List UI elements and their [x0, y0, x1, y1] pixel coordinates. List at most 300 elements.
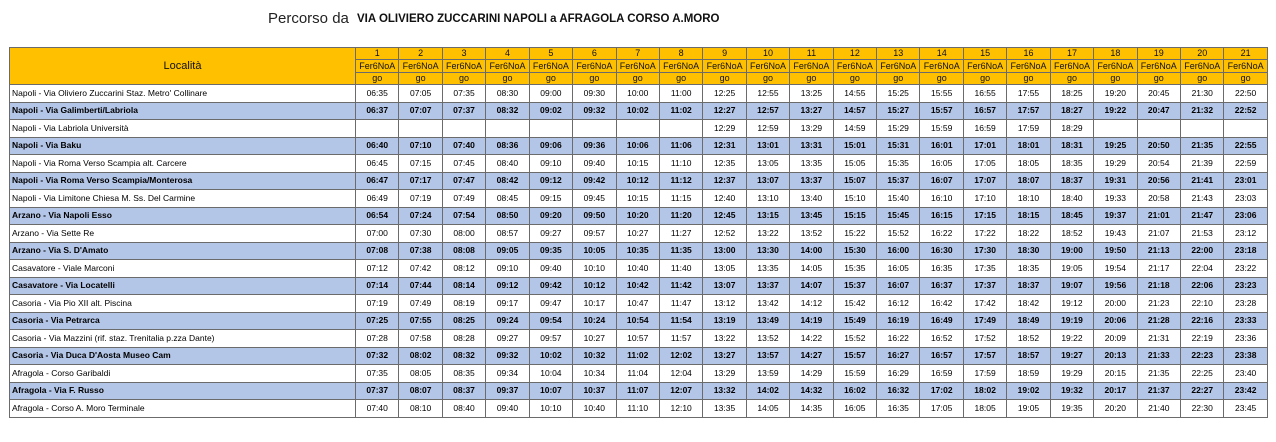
departure-time-cell: 22:25	[1181, 365, 1224, 383]
departure-time-cell: 08:42	[486, 172, 529, 190]
departure-time-cell: 18:52	[1050, 225, 1093, 243]
departure-time-cell: 13:05	[746, 155, 789, 173]
departure-time-cell: 21:41	[1181, 172, 1224, 190]
departure-time-cell: 09:50	[573, 207, 616, 225]
departure-time-cell: 09:10	[486, 260, 529, 278]
departure-time-cell: 15:55	[920, 85, 963, 103]
departure-time-cell: 18:01	[1007, 137, 1050, 155]
departure-time-cell: 10:12	[573, 277, 616, 295]
departure-time-cell: 13:35	[746, 260, 789, 278]
departure-time-cell: 18:05	[1007, 155, 1050, 173]
trip-code-suffix-header: go	[529, 73, 572, 85]
departure-time-cell: 20:00	[1094, 295, 1137, 313]
departure-time-cell: 08:40	[486, 155, 529, 173]
stop-name-cell: Casoria - Via Duca D'Aosta Museo Cam	[10, 347, 356, 365]
trip-code-header: Fer6NoA	[356, 60, 399, 73]
departure-time-cell: 10:24	[573, 312, 616, 330]
departure-time-cell: 11:47	[659, 295, 702, 313]
departure-time-cell: 15:07	[833, 172, 876, 190]
departure-time-cell: 08:37	[442, 382, 485, 400]
departure-time-cell: 21:53	[1181, 225, 1224, 243]
stop-row	[10, 382, 1268, 400]
departure-time-cell: 13:22	[746, 225, 789, 243]
departure-time-cell: 15:57	[920, 102, 963, 120]
trip-code-suffix-header: go	[1224, 73, 1267, 85]
departure-time-cell	[399, 120, 442, 138]
departure-time-cell: 07:30	[399, 225, 442, 243]
stop-name-cell: Arzano - Via S. D'Amato	[10, 242, 356, 260]
route-title-name: VIA OLIVIERO ZUCCARINI NAPOLI a AFRAGOLA CORSO A.MORO	[357, 13, 720, 25]
stop-name-cell: Casoria - Via Pio XII alt. Piscina	[10, 295, 356, 313]
departure-time-cell: 15:10	[833, 190, 876, 208]
departure-time-cell: 22:16	[1181, 312, 1224, 330]
departure-time-cell: 22:19	[1181, 330, 1224, 348]
departure-time-cell: 18:05	[963, 400, 1006, 418]
departure-time-cell: 20:56	[1137, 172, 1180, 190]
departure-time-cell: 16:27	[877, 347, 920, 365]
departure-time-cell: 16:01	[920, 137, 963, 155]
departure-time-cell: 08:40	[442, 400, 485, 418]
departure-time-cell: 08:36	[486, 137, 529, 155]
departure-time-cell: 13:35	[703, 400, 746, 418]
departure-time-cell: 16:59	[920, 365, 963, 383]
departure-time-cell: 12:55	[746, 85, 789, 103]
departure-time-cell: 10:02	[529, 347, 572, 365]
departure-time-cell: 08:25	[442, 312, 485, 330]
departure-time-cell: 18:59	[1007, 365, 1050, 383]
departure-time-cell: 13:57	[746, 347, 789, 365]
departure-time-cell: 16:05	[877, 260, 920, 278]
departure-time-cell	[616, 120, 659, 138]
departure-time-cell: 10:15	[616, 155, 659, 173]
departure-time-cell: 11:57	[659, 330, 702, 348]
departure-time-cell: 23:01	[1224, 172, 1267, 190]
departure-time-cell: 12:45	[703, 207, 746, 225]
departure-time-cell: 11:27	[659, 225, 702, 243]
departure-time-cell: 08:07	[399, 382, 442, 400]
departure-time-cell: 06:49	[356, 190, 399, 208]
departure-time-cell: 15:57	[833, 347, 876, 365]
departure-time-cell: 18:10	[1007, 190, 1050, 208]
departure-time-cell: 22:55	[1224, 137, 1267, 155]
departure-time-cell	[1094, 120, 1137, 138]
departure-time-cell	[659, 120, 702, 138]
departure-time-cell: 15:05	[833, 155, 876, 173]
departure-time-cell: 09:37	[486, 382, 529, 400]
departure-time-cell: 07:07	[399, 102, 442, 120]
trip-code-suffix-header: go	[1137, 73, 1180, 85]
departure-time-cell: 13:00	[703, 242, 746, 260]
trip-code-suffix-header: go	[659, 73, 702, 85]
departure-time-cell: 20:13	[1094, 347, 1137, 365]
departure-time-cell: 14:19	[790, 312, 833, 330]
departure-time-cell: 09:47	[529, 295, 572, 313]
trip-code-header: Fer6NoA	[703, 60, 746, 73]
timetable	[9, 47, 1268, 418]
trip-number-header: 5	[529, 48, 572, 60]
trip-code-suffix-header: go	[442, 73, 485, 85]
departure-time-cell: 07:19	[399, 190, 442, 208]
stop-name-cell: Afragola - Via F. Russo	[10, 382, 356, 400]
departure-time-cell: 10:02	[616, 102, 659, 120]
departure-time-cell: 16:00	[877, 242, 920, 260]
departure-time-cell: 19:27	[1050, 347, 1093, 365]
departure-time-cell: 13:19	[703, 312, 746, 330]
departure-time-cell: 16:35	[920, 260, 963, 278]
departure-time-cell: 18:29	[1050, 120, 1093, 138]
departure-time-cell: 13:29	[703, 365, 746, 383]
stop-row	[10, 347, 1268, 365]
departure-time-cell: 09:35	[529, 242, 572, 260]
departure-time-cell	[486, 120, 529, 138]
departure-time-cell: 07:40	[356, 400, 399, 418]
departure-time-cell: 14:59	[833, 120, 876, 138]
trip-code-suffix-header: go	[833, 73, 876, 85]
departure-time-cell: 13:49	[746, 312, 789, 330]
departure-time-cell: 18:49	[1007, 312, 1050, 330]
departure-time-cell: 08:02	[399, 347, 442, 365]
trip-number-header: 12	[833, 48, 876, 60]
departure-time-cell: 21:39	[1181, 155, 1224, 173]
departure-time-cell: 07:15	[399, 155, 442, 173]
departure-time-cell: 19:20	[1094, 85, 1137, 103]
departure-time-cell: 19:32	[1050, 382, 1093, 400]
departure-time-cell: 17:01	[963, 137, 1006, 155]
departure-time-cell: 12:04	[659, 365, 702, 383]
departure-time-cell: 19:43	[1094, 225, 1137, 243]
departure-time-cell: 22:00	[1181, 242, 1224, 260]
stop-name-cell: Napoli - Via Baku	[10, 137, 356, 155]
departure-time-cell: 10:06	[616, 137, 659, 155]
departure-time-cell: 16:05	[833, 400, 876, 418]
departure-time-cell: 08:19	[442, 295, 485, 313]
departure-time-cell: 18:25	[1050, 85, 1093, 103]
stop-row	[10, 295, 1268, 313]
departure-time-cell: 19:22	[1094, 102, 1137, 120]
stop-name-cell: Afragola - Corso A. Moro Terminale	[10, 400, 356, 418]
departure-time-cell: 18:31	[1050, 137, 1093, 155]
trip-code-suffix-header: go	[1094, 73, 1137, 85]
departure-time-cell: 10:47	[616, 295, 659, 313]
departure-time-cell: 07:37	[442, 102, 485, 120]
departure-time-cell: 11:42	[659, 277, 702, 295]
departure-time-cell: 09:00	[529, 85, 572, 103]
timetable-header	[10, 48, 1268, 85]
departure-time-cell: 11:15	[659, 190, 702, 208]
departure-time-cell: 22:10	[1181, 295, 1224, 313]
departure-time-cell: 13:22	[703, 330, 746, 348]
departure-time-cell: 12:59	[746, 120, 789, 138]
departure-time-cell: 07:42	[399, 260, 442, 278]
departure-time-cell: 12:10	[659, 400, 702, 418]
departure-time-cell: 13:42	[746, 295, 789, 313]
departure-time-cell: 07:25	[356, 312, 399, 330]
departure-time-cell: 17:07	[963, 172, 1006, 190]
departure-time-cell: 17:02	[920, 382, 963, 400]
departure-time-cell: 19:50	[1094, 242, 1137, 260]
departure-time-cell: 11:40	[659, 260, 702, 278]
departure-time-cell: 10:27	[616, 225, 659, 243]
trip-code-header: Fer6NoA	[442, 60, 485, 73]
departure-time-cell: 16:22	[920, 225, 963, 243]
departure-time-cell: 21:37	[1137, 382, 1180, 400]
trip-code-header: Fer6NoA	[1224, 60, 1267, 73]
departure-time-cell: 19:29	[1094, 155, 1137, 173]
departure-time-cell	[356, 120, 399, 138]
departure-time-cell: 22:59	[1224, 155, 1267, 173]
departure-time-cell: 10:10	[529, 400, 572, 418]
route-title-prefix: Percorso da	[268, 10, 349, 27]
trip-code-header: Fer6NoA	[920, 60, 963, 73]
departure-time-cell: 07:44	[399, 277, 442, 295]
departure-time-cell: 07:49	[399, 295, 442, 313]
departure-time-cell	[1137, 120, 1180, 138]
departure-time-cell: 13:15	[746, 207, 789, 225]
stop-row	[10, 190, 1268, 208]
departure-time-cell: 14:55	[833, 85, 876, 103]
trip-number-header: 3	[442, 48, 485, 60]
departure-time-cell: 09:32	[486, 347, 529, 365]
departure-time-cell: 07:54	[442, 207, 485, 225]
departure-time-cell: 07:05	[399, 85, 442, 103]
departure-time-cell: 08:08	[442, 242, 485, 260]
departure-time-cell: 15:27	[877, 102, 920, 120]
trip-number-header: 17	[1050, 48, 1093, 60]
departure-time-cell: 16:30	[920, 242, 963, 260]
departure-time-cell: 15:49	[833, 312, 876, 330]
trip-code-suffix-header: go	[920, 73, 963, 85]
departure-time-cell: 08:10	[399, 400, 442, 418]
departure-time-cell: 12:29	[703, 120, 746, 138]
departure-time-cell: 15:40	[877, 190, 920, 208]
departure-time-cell: 10:40	[573, 400, 616, 418]
departure-time-cell: 17:42	[963, 295, 1006, 313]
departure-time-cell: 13:27	[703, 347, 746, 365]
departure-time-cell: 09:15	[529, 190, 572, 208]
departure-time-cell: 13:25	[790, 85, 833, 103]
departure-time-cell: 15:45	[877, 207, 920, 225]
departure-time-cell: 09:12	[486, 277, 529, 295]
stop-row	[10, 207, 1268, 225]
departure-time-cell: 23:12	[1224, 225, 1267, 243]
trip-code-header: Fer6NoA	[659, 60, 702, 73]
departure-time-cell: 14:00	[790, 242, 833, 260]
departure-time-cell: 16:42	[920, 295, 963, 313]
trip-code-header: Fer6NoA	[1007, 60, 1050, 73]
departure-time-cell: 19:35	[1050, 400, 1093, 418]
departure-time-cell: 23:45	[1224, 400, 1267, 418]
departure-time-cell: 18:52	[1007, 330, 1050, 348]
departure-time-cell: 19:12	[1050, 295, 1093, 313]
departure-time-cell: 09:57	[529, 330, 572, 348]
departure-time-cell: 17:10	[963, 190, 1006, 208]
trip-code-suffix-header: go	[616, 73, 659, 85]
stop-name-cell: Casoria - Via Mazzini (rif. staz. Trenitalia p.zza Dante)	[10, 330, 356, 348]
departure-time-cell: 23:03	[1224, 190, 1267, 208]
departure-time-cell: 19:00	[1050, 242, 1093, 260]
departure-time-cell: 06:35	[356, 85, 399, 103]
departure-time-cell: 09:24	[486, 312, 529, 330]
stop-row	[10, 330, 1268, 348]
departure-time-cell: 13:32	[703, 382, 746, 400]
timetable-body	[10, 85, 1268, 418]
stop-row	[10, 242, 1268, 260]
stop-name-cell: Napoli - Via Galimberti/Labriola	[10, 102, 356, 120]
departure-time-cell: 07:17	[399, 172, 442, 190]
departure-time-cell: 10:57	[616, 330, 659, 348]
departure-time-cell: 17:55	[1007, 85, 1050, 103]
trip-code-suffix-header: go	[356, 73, 399, 85]
departure-time-cell: 13:45	[790, 207, 833, 225]
departure-time-cell: 18:40	[1050, 190, 1093, 208]
departure-time-cell: 18:42	[1007, 295, 1050, 313]
departure-time-cell: 18:37	[1050, 172, 1093, 190]
departure-time-cell: 18:02	[963, 382, 1006, 400]
departure-time-cell: 06:45	[356, 155, 399, 173]
trip-code-suffix-header: go	[1050, 73, 1093, 85]
departure-time-cell: 20:06	[1094, 312, 1137, 330]
departure-time-cell: 15:29	[877, 120, 920, 138]
departure-time-cell: 22:27	[1181, 382, 1224, 400]
departure-time-cell: 20:15	[1094, 365, 1137, 383]
departure-time-cell	[442, 120, 485, 138]
departure-time-cell: 21:18	[1137, 277, 1180, 295]
departure-time-cell: 16:57	[963, 102, 1006, 120]
departure-time-cell: 16:05	[920, 155, 963, 173]
route-title	[0, 0, 1276, 46]
departure-time-cell: 17:15	[963, 207, 1006, 225]
departure-time-cell: 07:19	[356, 295, 399, 313]
departure-time-cell: 08:30	[486, 85, 529, 103]
departure-time-cell: 12:25	[703, 85, 746, 103]
departure-time-cell: 11:02	[616, 347, 659, 365]
departure-time-cell: 14:57	[833, 102, 876, 120]
departure-time-cell: 22:04	[1181, 260, 1224, 278]
departure-time-cell: 11:10	[616, 400, 659, 418]
departure-time-cell: 20:47	[1137, 102, 1180, 120]
stop-name-cell: Napoli - Via Roma Verso Scampia alt. Carcere	[10, 155, 356, 173]
departure-time-cell: 10:27	[573, 330, 616, 348]
departure-time-cell: 18:37	[1007, 277, 1050, 295]
departure-time-cell: 21:13	[1137, 242, 1180, 260]
departure-time-cell: 17:57	[1007, 102, 1050, 120]
departure-time-cell: 20:54	[1137, 155, 1180, 173]
trip-code-suffix-header: go	[963, 73, 1006, 85]
departure-time-cell: 07:45	[442, 155, 485, 173]
stop-name-cell: Arzano - Via Sette Re	[10, 225, 356, 243]
departure-time-cell: 11:35	[659, 242, 702, 260]
trip-number-header: 20	[1181, 48, 1224, 60]
departure-time-cell: 08:35	[442, 365, 485, 383]
departure-time-cell: 21:40	[1137, 400, 1180, 418]
departure-time-cell: 23:18	[1224, 242, 1267, 260]
trip-number-header: 10	[746, 48, 789, 60]
departure-time-cell: 10:35	[616, 242, 659, 260]
departure-time-cell: 14:02	[746, 382, 789, 400]
departure-time-cell: 16:29	[877, 365, 920, 383]
departure-time-cell: 17:57	[963, 347, 1006, 365]
trip-number-header: 11	[790, 48, 833, 60]
stop-row	[10, 400, 1268, 418]
trip-number-header: 19	[1137, 48, 1180, 60]
trip-code-header: Fer6NoA	[1050, 60, 1093, 73]
stop-row	[10, 172, 1268, 190]
departure-time-cell: 13:29	[790, 120, 833, 138]
departure-time-cell: 11:07	[616, 382, 659, 400]
departure-time-cell: 15:15	[833, 207, 876, 225]
departure-time-cell: 18:07	[1007, 172, 1050, 190]
departure-time-cell: 21:35	[1137, 365, 1180, 383]
departure-time-cell: 06:47	[356, 172, 399, 190]
departure-time-cell: 07:28	[356, 330, 399, 348]
trip-code-header: Fer6NoA	[963, 60, 1006, 73]
departure-time-cell: 09:02	[529, 102, 572, 120]
departure-time-cell: 10:15	[616, 190, 659, 208]
departure-time-cell: 22:50	[1224, 85, 1267, 103]
departure-time-cell: 21:30	[1181, 85, 1224, 103]
departure-time-cell: 15:42	[833, 295, 876, 313]
trip-code-suffix-header: go	[399, 73, 442, 85]
departure-time-cell: 21:47	[1181, 207, 1224, 225]
trip-number-header: 15	[963, 48, 1006, 60]
departure-time-cell: 06:54	[356, 207, 399, 225]
departure-time-cell: 21:33	[1137, 347, 1180, 365]
trip-code-header: Fer6NoA	[1181, 60, 1224, 73]
departure-time-cell: 13:01	[746, 137, 789, 155]
departure-time-cell: 09:05	[486, 242, 529, 260]
departure-time-cell: 13:12	[703, 295, 746, 313]
departure-time-cell: 19:05	[1007, 400, 1050, 418]
departure-time-cell: 07:38	[399, 242, 442, 260]
departure-time-cell: 19:22	[1050, 330, 1093, 348]
departure-time-cell: 12:37	[703, 172, 746, 190]
departure-time-cell: 17:52	[963, 330, 1006, 348]
departure-time-cell: 09:36	[573, 137, 616, 155]
departure-time-cell: 20:09	[1094, 330, 1137, 348]
departure-time-cell: 14:35	[790, 400, 833, 418]
departure-time-cell: 15:37	[877, 172, 920, 190]
trip-number-header: 18	[1094, 48, 1137, 60]
departure-time-cell	[1181, 120, 1224, 138]
departure-time-cell: 11:10	[659, 155, 702, 173]
trip-code-suffix-header: go	[1181, 73, 1224, 85]
trip-code-suffix-header: go	[877, 73, 920, 85]
departure-time-cell	[529, 120, 572, 138]
stop-name-cell: Casoria - Via Petrarca	[10, 312, 356, 330]
departure-time-cell: 15:35	[877, 155, 920, 173]
departure-time-cell: 16:52	[920, 330, 963, 348]
trip-number-header: 6	[573, 48, 616, 60]
departure-time-cell: 07:00	[356, 225, 399, 243]
departure-time-cell: 09:57	[573, 225, 616, 243]
departure-time-cell: 10:54	[616, 312, 659, 330]
stop-name-cell: Napoli - Via Labriola Università	[10, 120, 356, 138]
departure-time-cell: 13:27	[790, 102, 833, 120]
departure-time-cell: 18:27	[1050, 102, 1093, 120]
departure-time-cell	[573, 120, 616, 138]
departure-time-cell: 23:40	[1224, 365, 1267, 383]
departure-time-cell: 10:05	[573, 242, 616, 260]
departure-time-cell: 12:07	[659, 382, 702, 400]
departure-time-cell: 11:04	[616, 365, 659, 383]
trip-code-header: Fer6NoA	[833, 60, 876, 73]
stop-name-cell: Afragola - Corso Garibaldi	[10, 365, 356, 383]
departure-time-cell: 07:55	[399, 312, 442, 330]
departure-time-cell: 12:35	[703, 155, 746, 173]
departure-time-cell: 16:12	[877, 295, 920, 313]
departure-time-cell: 09:17	[486, 295, 529, 313]
departure-time-cell: 13:52	[746, 330, 789, 348]
